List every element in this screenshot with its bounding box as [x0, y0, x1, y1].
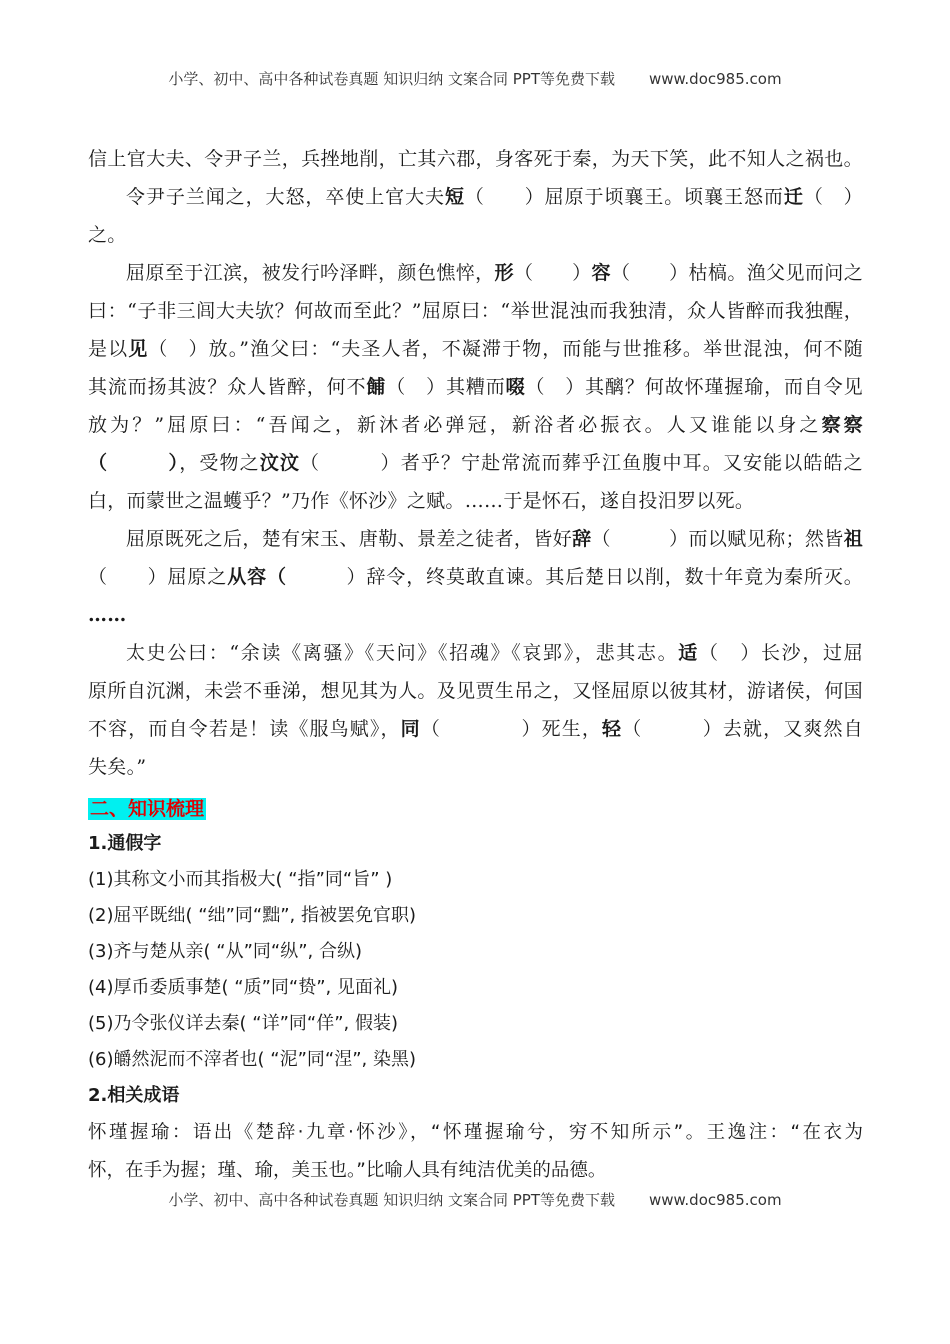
text-segment: 屈原至于江滨，被发行吟泽畔，颜色憔悴， — [126, 262, 495, 284]
passage-line — [88, 254, 863, 292]
key-word: 餔 — [366, 376, 387, 398]
page-header — [0, 68, 950, 89]
text-segment: 原所自沉渊，未尝不垂涕，想见其为人。及见贾生吊之，又怪屈原以彼其材，游诸侯，何国 — [88, 680, 863, 702]
section-title-text: 二、知识梳理 — [90, 798, 205, 820]
passage-line — [88, 406, 863, 444]
key-word: 容 — [591, 262, 611, 284]
key-word: 迁 — [783, 186, 804, 208]
list-item: (4)厚币委质事楚( “质”同“贽”, 见面礼) — [88, 977, 399, 998]
text-segment: （ ）枯槁。渔父见而问之 — [610, 262, 863, 284]
text-segment: 之。 — [88, 224, 127, 246]
list-item: (6)皭然泥而不滓者也( “泥”同“涅”, 染黑) — [88, 1049, 417, 1070]
text-segment: （ ）去就，又爽然自 — [622, 718, 863, 740]
footer-site-link[interactable]: www.doc985.com — [648, 1191, 782, 1209]
key-word: 形 — [494, 262, 514, 284]
list-item: (2)屈平既绌( “绌”同“黜”, 指被罢免官职) — [88, 905, 417, 926]
list-item: (3)齐与楚从亲( “从”同“纵”, 合纵) — [88, 941, 363, 962]
passage-line — [88, 520, 863, 558]
text-segment: 太史公曰：“余读《离骚》《天问》《招魂》《哀郢》，悲其志。 — [126, 642, 679, 664]
text-segment: 不容，而自令若是！读《服鸟赋》， — [88, 718, 401, 740]
text-segment: （ ）而以赋见称；然皆 — [591, 528, 844, 550]
key-word: 轻 — [602, 718, 623, 740]
text-segment: （ ）其糟而 — [386, 376, 506, 398]
key-word: 同 — [400, 718, 421, 740]
passage-line — [88, 482, 863, 520]
text-segment: 信上官大夫、令尹子兰，兵挫地削，亡其六郡，身客死于秦，为天下笑，此不知人之祸也。 — [88, 148, 863, 170]
text-segment: （ ）其醨？何故怀瑾握瑜，而自令见 — [525, 376, 863, 398]
passage-line — [88, 368, 863, 406]
key-word: 汶汶 — [259, 452, 301, 474]
text-segment: 放为？”屈原曰：“吾闻之，新沐者必弹冠，新浴者必振衣。人又谁能以身之 — [88, 414, 822, 436]
header-text: 小学、初中、高中各种试卷真题 知识归纳 文案合同 PPT等免费下载 — [168, 70, 615, 88]
passage-line — [88, 672, 863, 710]
key-word: 啜 — [505, 376, 526, 398]
page-footer — [0, 1189, 950, 1210]
key-word: （ ） — [88, 452, 180, 474]
list-item: (5)乃令张仪详去秦( “详”同“佯”, 假装) — [88, 1013, 399, 1034]
text-segment: 失矣。” — [88, 756, 147, 778]
passage-line — [88, 710, 863, 748]
key-word: 适 — [678, 642, 699, 664]
passage-line — [88, 178, 863, 216]
text-segment: 其流而扬其波？众人皆醉，何不 — [88, 376, 367, 398]
subsection-title: 2.相关成语 — [88, 1085, 180, 1106]
text-segment: ）辞令，终莫敢直谏。其后楚日以削，数十年竟为秦所灭。 — [286, 566, 863, 588]
key-word: …… — [88, 604, 127, 626]
passage-line — [88, 558, 863, 596]
idiom-line: 怀，在手为握；瑾、瑜，美玉也。”比喻人具有纯洁优美的品德。 — [88, 1160, 607, 1181]
text-segment: 屈原既死之后，楚有宋玉、唐勒、景差之徒者，皆好 — [126, 528, 573, 550]
text-segment: （ ）放。”渔父曰：“夫圣人者，不凝滞于物，而能与世推移。举世混浊，何不随 — [148, 338, 863, 360]
footer-text: 小学、初中、高中各种试卷真题 知识归纳 文案合同 PPT等免费下载 — [168, 1191, 615, 1209]
text-segment: 白，而蒙世之温蠖乎？”乃作《怀沙》之赋。……于是怀石，遂自投汨罗以死。 — [88, 490, 755, 512]
text-segment: （ ）屈原之 — [88, 566, 228, 588]
text-segment: （ ）者乎？宁赴常流而葬乎江鱼腹中耳。又安能以皓皓之 — [300, 452, 863, 474]
passage-line — [88, 634, 863, 672]
section-title — [88, 792, 863, 826]
text-segment: （ ） — [803, 186, 863, 208]
passage-line — [88, 140, 863, 178]
passage-line — [88, 444, 863, 482]
passage-line — [88, 596, 863, 634]
text-segment: 令尹子兰闻之，大怒，卒使上官大夫 — [126, 186, 445, 208]
text-segment: 曰：“子非三闾大夫欤？何故而至此？”屈原曰：“举世混浊而我独清，众人皆醉而我独醒， — [88, 300, 863, 322]
key-word: 短 — [444, 186, 465, 208]
key-word: 见 — [128, 338, 149, 360]
text-segment: （ ）死生， — [420, 718, 603, 740]
passage-line — [88, 748, 863, 786]
key-word: 察察 — [821, 414, 863, 436]
text-segment: 是以 — [88, 338, 129, 360]
document-body — [88, 140, 863, 1190]
idiom-line: 怀瑾握瑜：语出《楚辞·九章·怀沙》，“怀瑾握瑜兮，穷不知所示”。王逸注：“在衣为 — [88, 1122, 863, 1143]
key-word: 祖 — [843, 528, 863, 550]
text-segment: ，受物之 — [179, 452, 260, 474]
text-segment: （ ）屈原于顷襄王。顷襄王怒而 — [464, 186, 784, 208]
header-site-link[interactable]: www.doc985.com — [648, 70, 782, 88]
key-word: 从容（ — [227, 566, 287, 588]
text-segment: （ ）长沙，过屈 — [698, 642, 863, 664]
list-item: (1)其称文小而其指极大( “指”同“旨” ) — [88, 869, 393, 890]
subsection-title: 1.通假字 — [88, 833, 162, 854]
passage-line — [88, 292, 863, 330]
passage-line — [88, 216, 863, 254]
text-segment: （ ） — [513, 262, 592, 284]
passage-line — [88, 330, 863, 368]
key-word: 辞 — [572, 528, 592, 550]
